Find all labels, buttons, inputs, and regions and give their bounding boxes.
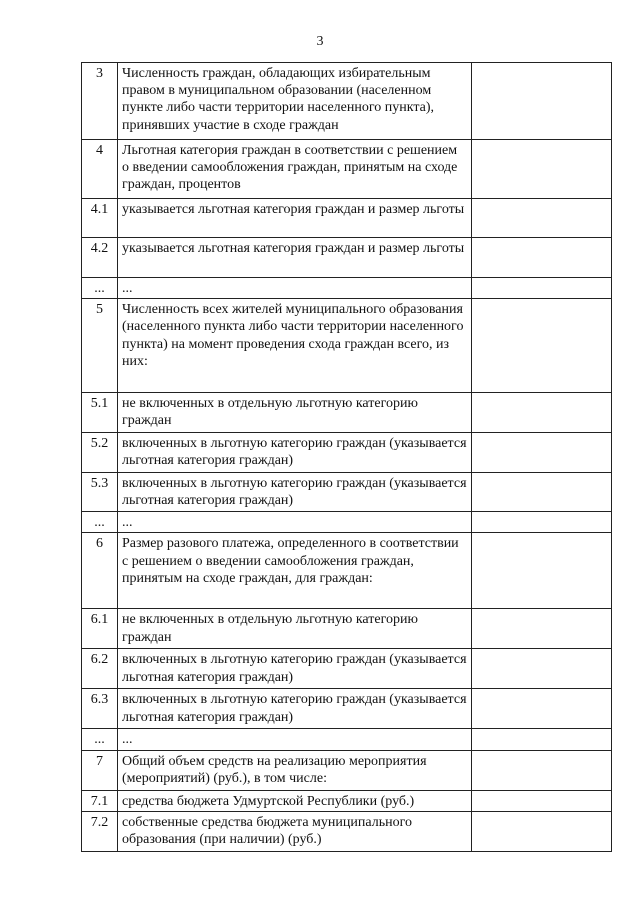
row-number: 7.1 xyxy=(82,790,118,811)
row-description: средства бюджета Удмуртской Республики (руб.) xyxy=(118,790,472,811)
row-number: ... xyxy=(82,278,118,299)
table-row xyxy=(82,729,612,750)
row-number: 6.3 xyxy=(82,689,118,729)
row-value-cell xyxy=(472,63,612,140)
row-value-cell xyxy=(472,199,612,238)
row-number: 6.1 xyxy=(82,609,118,649)
row-number: ... xyxy=(82,729,118,750)
page-number: 3 xyxy=(316,34,324,49)
row-number: 4.2 xyxy=(82,238,118,278)
row-value-cell xyxy=(472,140,612,199)
table-row xyxy=(82,63,612,140)
row-description: включенных в льготную категорию граждан (указывается льготная категория граждан) xyxy=(118,689,472,729)
row-value-cell xyxy=(472,609,612,649)
row-number: 4 xyxy=(82,140,118,199)
row-value-cell xyxy=(472,238,612,278)
table-row xyxy=(82,649,612,689)
row-value-cell xyxy=(472,689,612,729)
table-row xyxy=(82,433,612,473)
row-description: собственные средства бюджета муниципального образования (при наличии) (руб.) xyxy=(118,811,472,851)
table-row xyxy=(82,609,612,649)
row-number: 4.1 xyxy=(82,199,118,238)
table-row xyxy=(82,689,612,729)
row-description: Размер разового платежа, определенного в соответствии с решением о введении самообложения граждан, принятым на сходе граждан, для граждан: xyxy=(118,533,472,609)
row-description: Численность граждан, обладающих избирательным правом в муниципальном образовании (населенном пункте либо части территории населенного пункта), принявших участие в сходе граждан xyxy=(118,63,472,140)
row-description: ... xyxy=(118,729,472,750)
row-description: Льготная категория граждан в соответствии с решением о введении самообложения граждан, принятым на сходе граждан, процентов xyxy=(118,140,472,199)
row-value-cell xyxy=(472,729,612,750)
table-row xyxy=(82,199,612,238)
row-description: включенных в льготную категорию граждан (указывается льготная категория граждан) xyxy=(118,473,472,512)
table-row xyxy=(82,238,612,278)
row-description: ... xyxy=(118,512,472,533)
table-row xyxy=(82,393,612,433)
table-row xyxy=(82,533,612,609)
row-value-cell xyxy=(472,649,612,689)
row-number: 7 xyxy=(82,750,118,790)
row-description: не включенных в отдельную льготную категорию граждан xyxy=(118,393,472,433)
row-value-cell xyxy=(472,811,612,851)
row-number: 7.2 xyxy=(82,811,118,851)
row-value-cell xyxy=(472,393,612,433)
row-number: 6 xyxy=(82,533,118,609)
row-value-cell xyxy=(472,512,612,533)
row-value-cell xyxy=(472,433,612,473)
row-value-cell xyxy=(472,533,612,609)
row-number: 5.2 xyxy=(82,433,118,473)
row-value-cell xyxy=(472,299,612,393)
table-row xyxy=(82,790,612,811)
row-value-cell xyxy=(472,750,612,790)
table-row xyxy=(82,140,612,199)
indicators-table xyxy=(81,62,612,852)
row-description: Общий объем средств на реализацию мероприятия (мероприятий) (руб.), в том числе: xyxy=(118,750,472,790)
row-description: не включенных в отдельную льготную категорию граждан xyxy=(118,609,472,649)
table-row xyxy=(82,750,612,790)
row-number: ... xyxy=(82,512,118,533)
row-description: Численность всех жителей муниципального образования (населенного пункта либо части территории населенного пункта) на момент проведения схода граждан всего, из них: xyxy=(118,299,472,393)
row-value-cell xyxy=(472,473,612,512)
row-number: 3 xyxy=(82,63,118,140)
row-description: указывается льготная категория граждан и размер льготы xyxy=(118,238,472,278)
row-description: ... xyxy=(118,278,472,299)
row-number: 5 xyxy=(82,299,118,393)
table-row xyxy=(82,278,612,299)
row-number: 5.1 xyxy=(82,393,118,433)
row-number: 5.3 xyxy=(82,473,118,512)
row-value-cell xyxy=(472,790,612,811)
row-value-cell xyxy=(472,278,612,299)
row-number: 6.2 xyxy=(82,649,118,689)
table-row xyxy=(82,299,612,393)
row-description: включенных в льготную категорию граждан (указывается льготная категория граждан) xyxy=(118,433,472,473)
row-description: указывается льготная категория граждан и размер льготы xyxy=(118,199,472,238)
table-row xyxy=(82,512,612,533)
row-description: включенных в льготную категорию граждан (указывается льготная категория граждан) xyxy=(118,649,472,689)
table-row xyxy=(82,811,612,851)
table-row xyxy=(82,473,612,512)
